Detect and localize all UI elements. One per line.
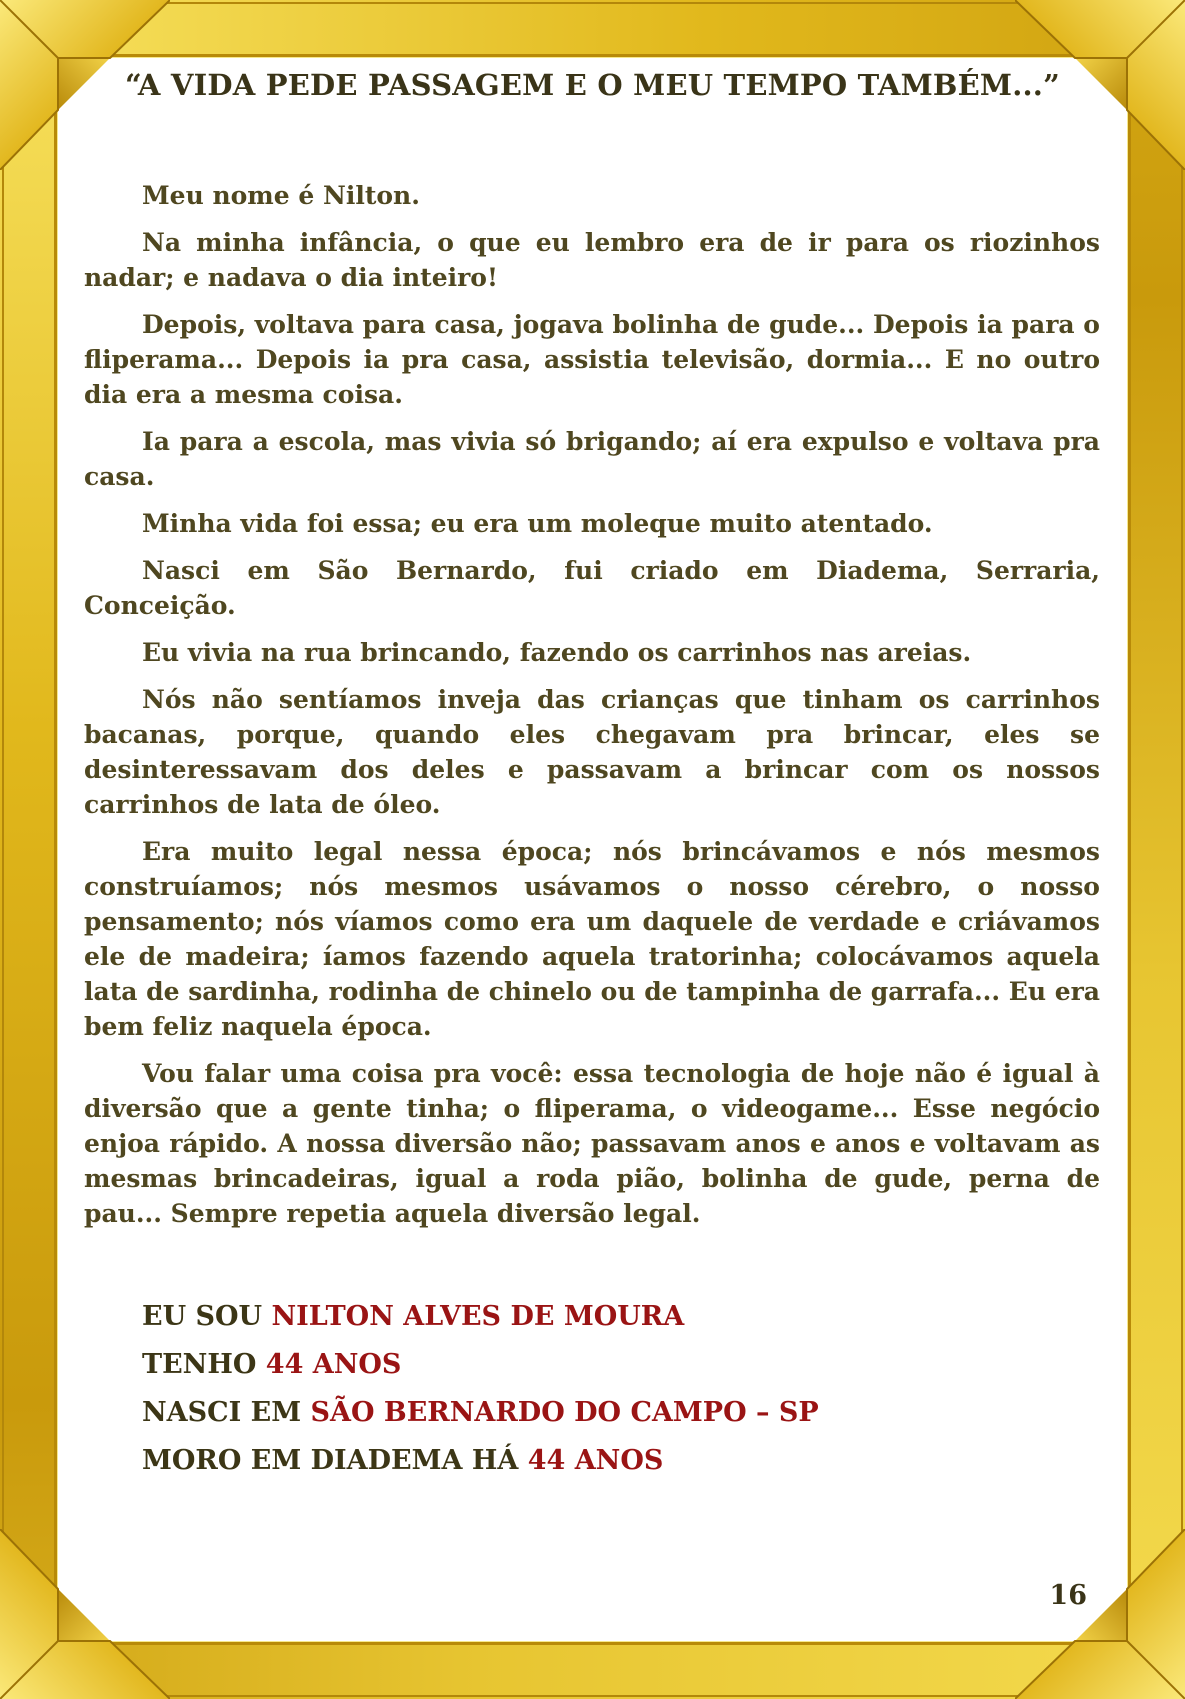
identity-label: NASCI EM xyxy=(142,1397,311,1428)
paragraph: Ia para a escola, mas vivia só brigando; aí era expulso e voltava pra casa. xyxy=(84,427,1100,491)
page-number: 16 xyxy=(1049,1580,1087,1611)
paragraph: Depois, voltava para casa, jogava bolinha de gude... Depois ia para o fliperama... Depois ia pra casa, assistia televisão, dormia... E no outro dia era a mesma coisa. xyxy=(84,310,1100,409)
identity-value: 44 ANOS xyxy=(527,1445,664,1476)
paragraph: Vou falar uma coisa pra você: essa tecnologia de hoje não é igual à diversão que a gente tinha; o fliperama, o videogame... Esse negócio enjoa rápido. A nossa diversão não; passavam anos e anos e voltavam as mesmas brincadeiras, igual a roda pião, bolinha de gude, perna de pau... Sempre repetia aquela diversão legal. xyxy=(84,1059,1100,1228)
paragraph: Nasci em São Bernardo, fui criado em Diadema, Serraria, Conceição. xyxy=(84,556,1100,620)
paragraph: Meu nome é Nilton. xyxy=(142,181,420,210)
paragraph: Era muito legal nessa época; nós brincávamos e nós mesmos construíamos; nós mesmos usávamos o nosso cérebro, o nosso pensamento; nós víamos como era um daquele de verdade e criávamos ele de madeira; íamos fazendo aquela tratorinha; colocávamos aquela lata de sardinha, rodinha de chinelo ou de tampinha de garrafa... Eu era bem feliz naquela época. xyxy=(84,837,1101,1041)
identity-value: 44 ANOS xyxy=(265,1349,402,1380)
author-identity-block xyxy=(142,1293,819,1485)
identity-label: TENHO xyxy=(142,1349,266,1380)
paragraph: Na minha infância, o que eu lembro era de ir para os riozinhos nadar; e nadava o dia inteiro! xyxy=(84,228,1100,292)
identity-residence-line xyxy=(142,1437,819,1485)
identity-value: SÃO BERNARDO DO CAMPO – SP xyxy=(310,1397,819,1428)
identity-birthplace-line xyxy=(142,1389,819,1437)
story-body xyxy=(84,178,1100,1243)
frame-corner-bottom-left xyxy=(0,1529,170,1699)
identity-label: MORO EM DIADEMA HÁ xyxy=(142,1445,528,1476)
frame-corner-bottom-right xyxy=(1015,1529,1185,1699)
identity-label: EU SOU xyxy=(142,1301,272,1332)
page-title: “A VIDA PEDE PASSAGEM E O MEU TEMPO TAMBÉM...” xyxy=(125,68,1060,102)
paragraph: Minha vida foi essa; eu era um moleque muito atentado. xyxy=(142,509,933,538)
identity-name-line xyxy=(142,1293,819,1341)
identity-age-line xyxy=(142,1341,819,1389)
paragraph: Nós não sentíamos inveja das crianças que tinham os carrinhos bacanas, porque, quando eles chegavam pra brincar, eles se desinteressavam dos deles e passavam a brincar com os nossos carrinhos de lata de óleo. xyxy=(84,685,1100,819)
paragraph: Eu vivia na rua brincando, fazendo os carrinhos nas areias. xyxy=(142,638,972,667)
identity-value: NILTON ALVES DE MOURA xyxy=(271,1301,685,1332)
